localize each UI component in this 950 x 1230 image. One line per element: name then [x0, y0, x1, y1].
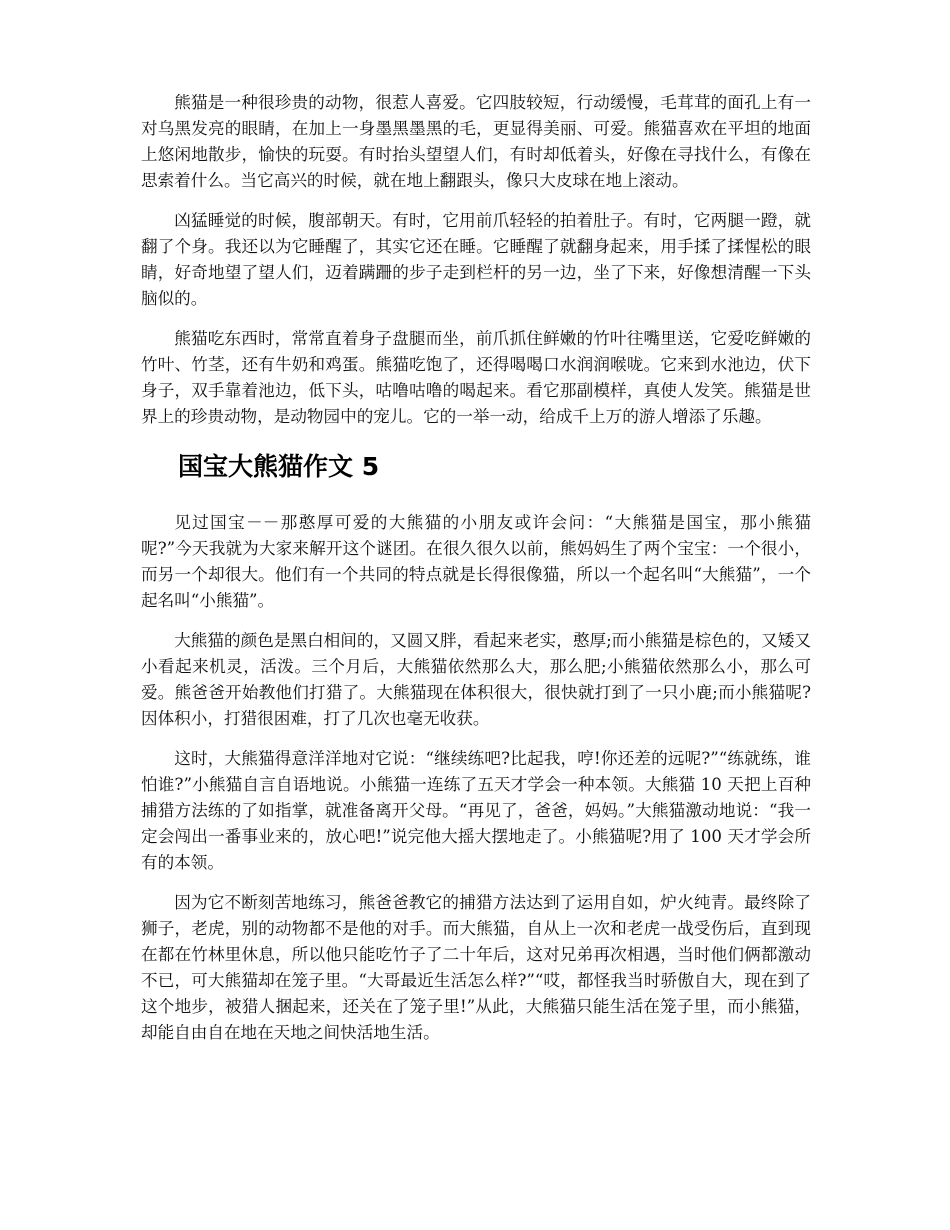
paragraph-panda-eating: 熊猫吃东西时，常常直着身子盘腿而坐，前爪抓住鲜嫩的竹叶往嘴里送，它爱吃鲜嫩的竹叶、竹茎，还有牛奶和鸡蛋。熊猫吃饱了，还得喝喝口水润润喉咙。它来到水池边，伏下身子，双手靠着池边，低下头，咕噜咕噜的喝起来。看它那副模样，真使人发笑。熊猫是世界上的珍贵动物，是动物园中的宠儿。它的一举一动，给成千上万的游人增添了乐趣。 — [141, 329, 811, 426]
section-title: 国宝大熊猫作文 5 — [178, 452, 380, 481]
paragraph-panda-sleeping: 凶猛睡觉的时候，腹部朝天。有时，它用前爪轻轻的拍着肚子。有时，它两腿一蹬，就翻了个身。我还以为它睡醒了，其实它还在睡。它睡醒了就翻身起来，用手揉了揉惺松的眼睛，好奇地望了望人们，迈着蹒跚的步子走到栏杆的另一边，坐了下来，好像想清醒一下头脑似的。 — [141, 211, 811, 308]
document-page — [141, 90, 811, 1060]
paragraph-practice-dialogue: 这时，大熊猫得意洋洋地对它说：“继续练吧?比起我，哼!你还差的远呢?”“练就练，谁怕谁?”小熊猫自言自语地说。小熊猫一连练了五天才学会一种本领。大熊猫 10 天把上百种捕猎方法练的了如指掌，就准备离开父母。“再见了，爸爸，妈妈。”大熊猫激动地说：“我一定会闯出一番事业来的，放心吧!”说完他大摇大摆地走了。小熊猫呢?用了 100 天才学会所有的本领。 — [141, 749, 811, 872]
paragraph-reunion: 因为它不断刻苦地练习，熊爸爸教它的捕猎方法达到了运用自如，炉火纯青。最终除了狮子，老虎，别的动物都不是他的对手。而大熊猫，自从上一次和老虎一战受伤后，直到现在都在竹林里休息，所以他只能吃竹子了二十年后，这对兄弟再次相遇，当时他们俩都激动不已，可大熊猫却在笼子里。“大哥最近生活怎么样?”“哎，都怪我当时骄傲自大，现在到了这个地步，被猎人捆起来，还关在了笼子里!”从此，大熊猫只能生活在笼子里，而小熊猫，却能自由自在地在天地之间快活地生活。 — [141, 893, 811, 1042]
paragraph-color-and-hunting: 大熊猫的颜色是黑白相间的，又圆又胖，看起来老实，憨厚;而小熊猫是棕色的，又矮又小看起来机灵，活泼。三个月后，大熊猫依然那么大，那么肥;小熊猫依然那么小，那么可爱。熊爸爸开始教他们打猎了。大熊猫现在体积很大，很快就打到了一只小鹿;而小熊猫呢?因体积小，打猎很困难，打了几次也毫无收获。 — [141, 631, 811, 728]
paragraph-panda-appearance: 熊猫是一种很珍贵的动物，很惹人喜爱。它四肢较短，行动缓慢，毛茸茸的面孔上有一对乌黑发亮的眼睛，在加上一身墨黑墨黑的毛，更显得美丽、可爱。熊猫喜欢在平坦的地面上悠闲地散步，愉快的玩耍。有时抬头望望人们，有时却低着头，好像在寻找什么，有像在思索着什么。当它高兴的时候，就在地上翻跟头，像只大皮球在地上滚动。 — [141, 93, 811, 190]
paragraph-intro-question: 见过国宝－－那憨厚可爱的大熊猫的小朋友或许会问：“大熊猫是国宝，那小熊猫呢?”今天我就为大家来解开这个谜团。在很久很久以前，熊妈妈生了两个宝宝：一个很小，而另一个却很大。他们有一个共同的特点就是长得很像猫，所以一个起名叫“大熊猫”，一个起名叫“小熊猫”。 — [141, 513, 811, 610]
